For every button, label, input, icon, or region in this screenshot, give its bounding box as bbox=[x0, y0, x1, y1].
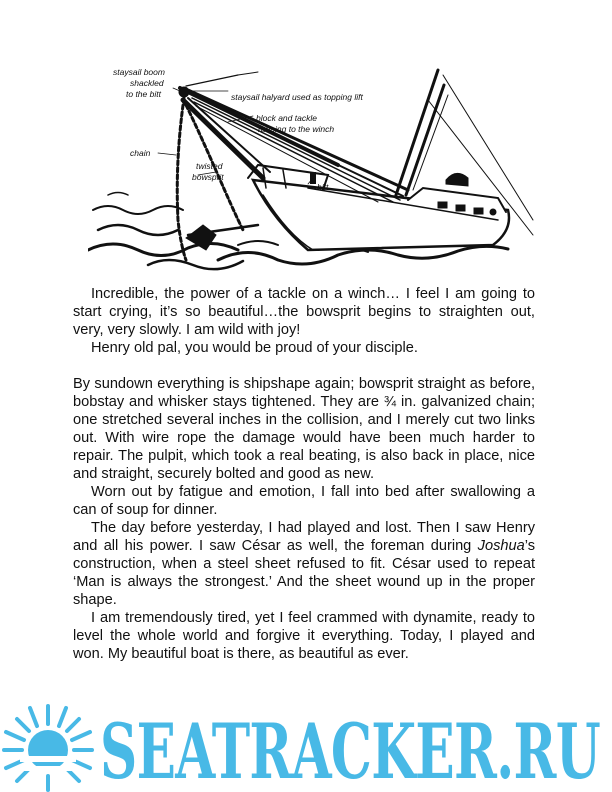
paragraph: Incredible, the power of a tackle on a winch… I feel I am going to start crying, it’s so beautiful…the bowsprit begins to straighten out, very, very slowly. I am wild with joy! bbox=[73, 286, 535, 338]
sun-logo-icon bbox=[4, 706, 92, 790]
label-running-to-winch: running to the winch bbox=[258, 124, 335, 134]
label-bowsprit: bowsprit bbox=[192, 172, 224, 182]
paragraph-text: ’s construction, when a steel sheet refused to fit. César used to repeat ‘Man is always the strongest.’ And the sheet wound up in the proper shape. bbox=[73, 538, 535, 608]
paragraph: By sundown everything is shipshape again; bowsprit straight as before, bobstay and whisker stays tightened. They are ¾ in. galvanized chain; one stretched several inches in the collision, and I merely cut two links out. With wire rope the damage would have been much harder to repair. The pulpit, which took a real beating, is also back in place, nice and straight, securely bolted and good as new. bbox=[73, 376, 535, 482]
label-block-and-tackle: block and tackle bbox=[256, 113, 317, 123]
label-staysail-boom: staysail boom bbox=[113, 67, 165, 77]
boat-bowsprit-illustration bbox=[88, 60, 538, 275]
paragraph bbox=[73, 519, 535, 609]
label-bitt: bitt bbox=[317, 182, 329, 192]
paragraph: Worn out by fatigue and emotion, I fall into bed after swallowing a can of soup for dinner. bbox=[73, 484, 535, 518]
paragraph: Henry old pal, you would be proud of your disciple. bbox=[91, 340, 418, 356]
watermark-text: SEATRACKER.RU bbox=[100, 707, 600, 792]
label-staysail-halyard: staysail halyard used as topping lift bbox=[231, 92, 363, 102]
boat-name-joshua: Joshua bbox=[477, 538, 525, 554]
label-twisted: twisted bbox=[196, 161, 223, 171]
paragraph-text: The day before yesterday, I had played and lost. Then I saw Henry and all his power. I saw César as well, the foreman during bbox=[73, 520, 535, 554]
seatracker-watermark bbox=[0, 700, 612, 792]
label-shackled: shackled bbox=[130, 78, 164, 88]
body-text bbox=[73, 285, 535, 663]
label-to-the-bitt: to the bitt bbox=[126, 89, 161, 99]
paragraph: I am tremendously tired, yet I feel crammed with dynamite, ready to level the whole world and forgive it everything. Today, I played and won. My beautiful boat is there, as beautiful as ever. bbox=[73, 610, 535, 662]
label-chain: chain bbox=[130, 148, 151, 158]
